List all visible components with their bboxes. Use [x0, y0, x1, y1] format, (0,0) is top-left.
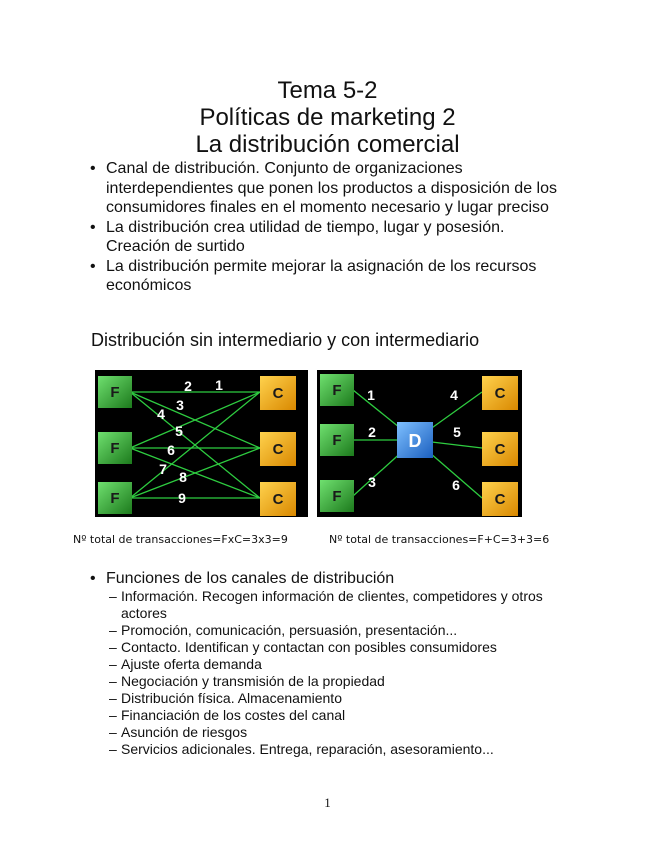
channel-functions	[90, 569, 570, 758]
caption-with-intermediary: Nº total de transacciones=F+C=3+3=6	[329, 533, 550, 546]
consumer-label: C	[272, 441, 284, 458]
function-item: – Financiación de los costes del canal	[90, 707, 570, 724]
caption-without-intermediary: Nº total de transacciones=FxC=3x3=9	[73, 533, 288, 546]
transaction-number: 2	[184, 378, 192, 394]
function-item: – Contacto. Identifican y contactan con posibles consumidores	[90, 639, 570, 656]
transaction-number: 8	[179, 469, 187, 485]
function-item: – Negociación y transmisión de la propiedad	[90, 673, 570, 690]
transaction-number: 6	[452, 477, 460, 493]
intro-bullets	[90, 159, 570, 296]
transaction-number: 9	[178, 490, 186, 506]
diagram-without-intermediary	[95, 370, 308, 517]
transaction-number: 6	[167, 442, 175, 458]
producer-label: F	[110, 440, 120, 457]
function-item: – Distribución física. Almacenamiento	[90, 690, 570, 707]
transaction-number: 5	[175, 423, 183, 439]
transaction-number: 1	[215, 377, 223, 393]
transaction-number: 4	[450, 387, 458, 403]
producer-label: F	[110, 490, 120, 507]
transaction-number: 7	[159, 461, 167, 477]
transaction-number: 1	[367, 387, 375, 403]
consumer-label: C	[494, 491, 506, 508]
consumer-label: C	[272, 385, 284, 402]
producer-label: F	[110, 384, 120, 401]
producer-label: F	[332, 488, 342, 505]
consumer-label: C	[494, 385, 506, 402]
functions-heading: • Funciones de los canales de distribución	[90, 569, 570, 588]
title-line-3: La distribución comercial	[195, 131, 460, 158]
bullet-item: • La distribución crea utilidad de tiempo, lugar y posesión. Creación de surtido	[90, 218, 570, 257]
function-item: – Asunción de riesgos	[90, 724, 570, 741]
function-item: – Servicios adicionales. Entrega, reparación, asesoramiento...	[90, 741, 570, 758]
function-item: – Información. Recogen información de clientes, competidores y otros actores	[90, 588, 570, 622]
consumer-label: C	[494, 441, 506, 458]
functions-list	[90, 588, 570, 758]
function-item: – Ajuste oferta demanda	[90, 656, 570, 673]
distribution-subheading: Distribución sin intermediario y con intermediario	[91, 330, 480, 350]
bullet-item: • Canal de distribución. Conjunto de organizaciones interdependientes que ponen los productos a disposición de los consumidores finales en el momento necesario y lugar preciso	[90, 159, 570, 218]
title-line-2: Políticas de marketing 2	[199, 104, 456, 131]
transaction-number: 3	[368, 474, 376, 490]
transaction-number: 4	[157, 406, 165, 422]
transaction-number: 3	[176, 397, 184, 413]
title-line-1: Tema 5-2	[277, 77, 378, 104]
producer-label: F	[332, 432, 342, 449]
distributor-label: D	[408, 431, 422, 451]
transaction-number: 5	[453, 424, 461, 440]
consumer-label: C	[272, 491, 284, 508]
producer-label: F	[332, 382, 342, 399]
diagram-with-intermediary	[317, 370, 522, 517]
bullet-item: • La distribución permite mejorar la asignación de los recursos económicos	[90, 257, 570, 296]
transaction-number: 2	[368, 424, 376, 440]
page-number: 1	[324, 795, 331, 810]
function-item: – Promoción, comunicación, persuasión, presentación...	[90, 622, 570, 639]
